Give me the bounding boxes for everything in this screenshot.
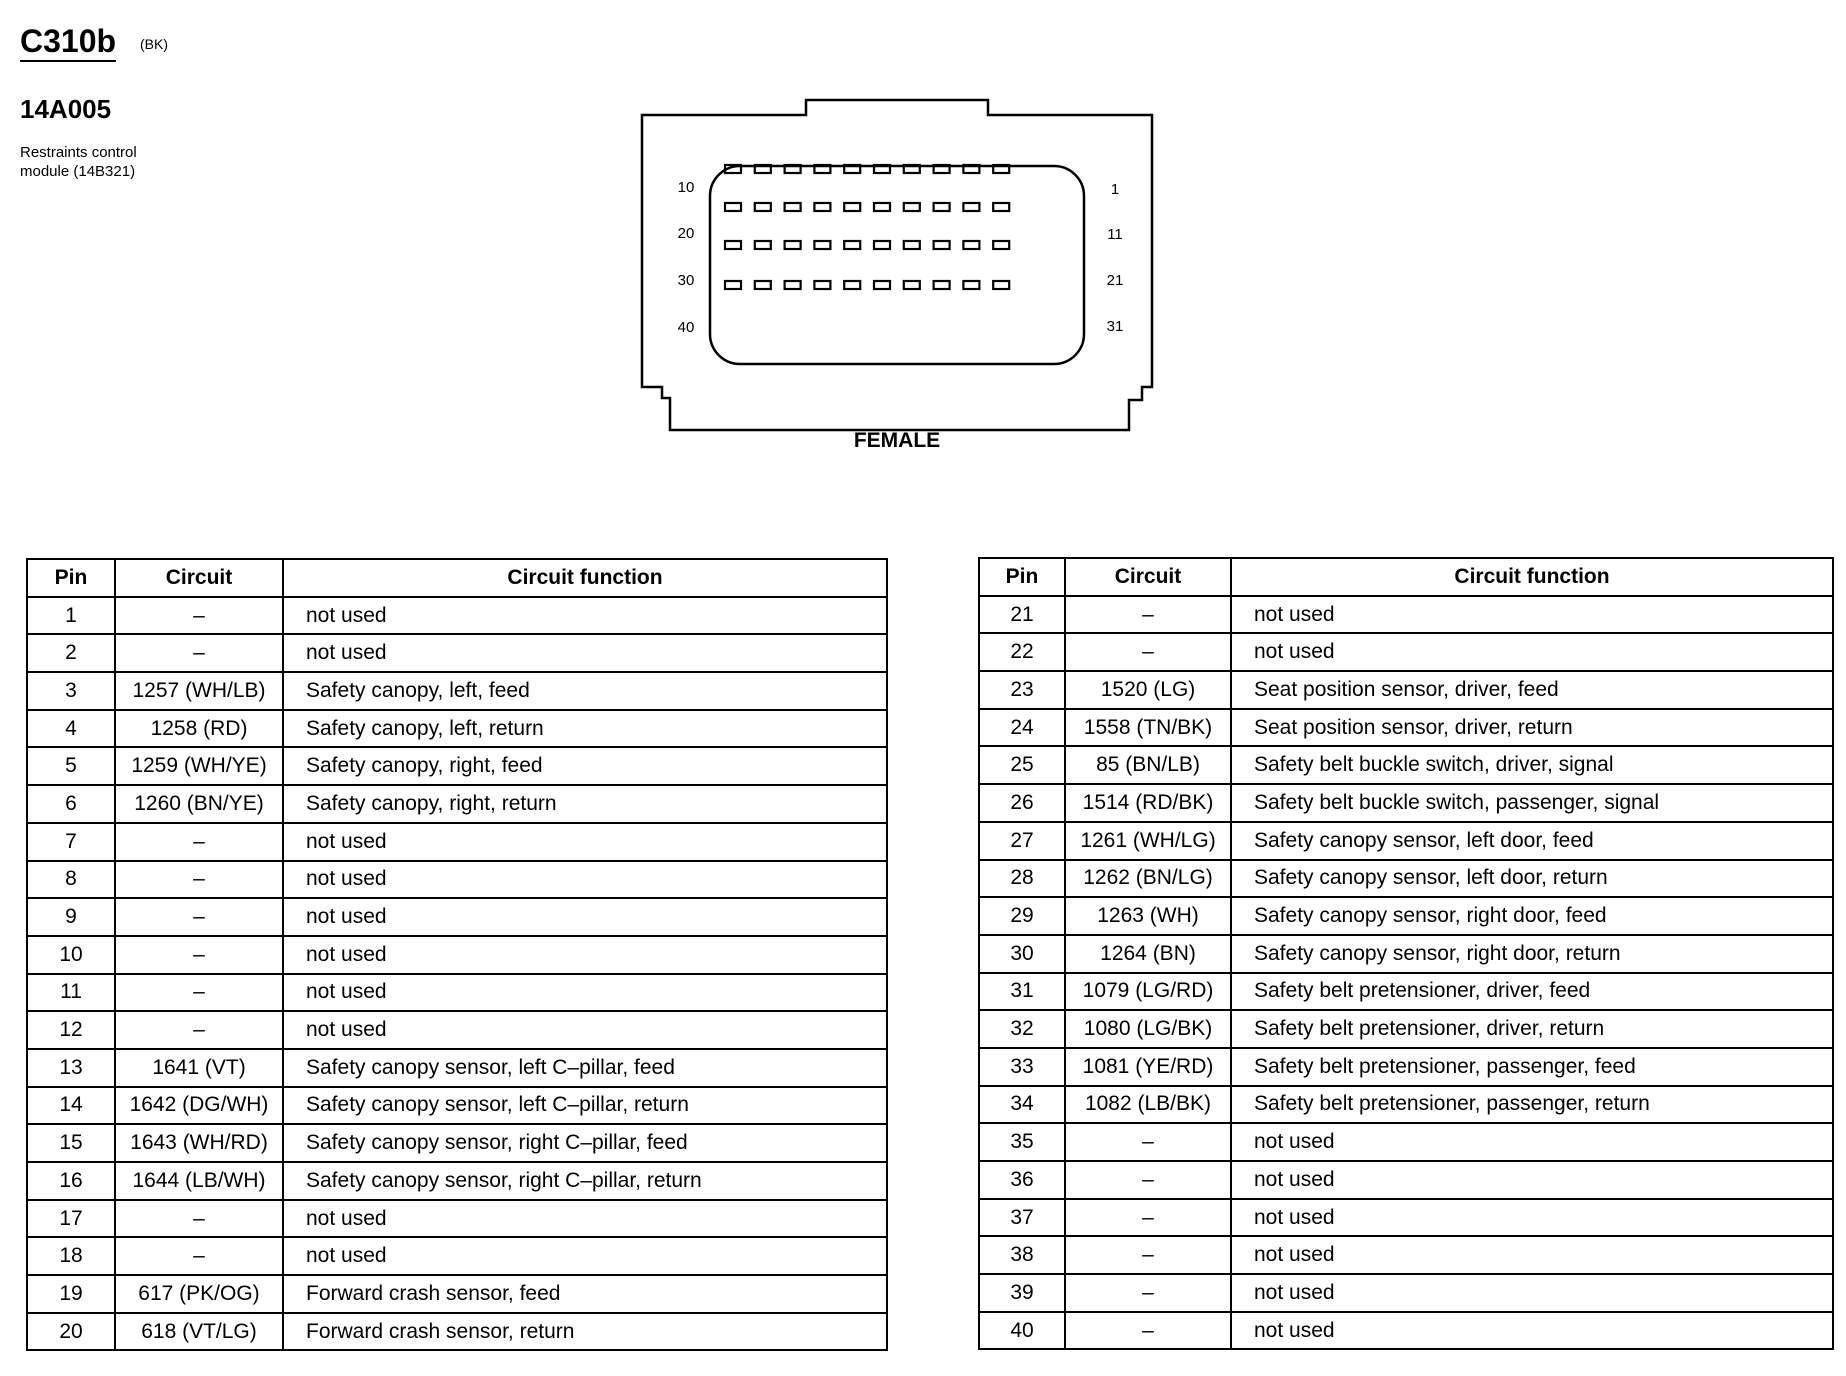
circuit-cell: 1257 (WH/LB): [115, 672, 283, 710]
circuit-function-cell: not used: [283, 861, 887, 899]
circuit-cell: –: [1065, 1123, 1231, 1161]
circuit-function-cell: not used: [283, 936, 887, 974]
header-circuit-function: Circuit function: [283, 559, 887, 597]
table-row: [27, 1124, 887, 1162]
pin-cavity: [993, 281, 1009, 289]
circuit-function-cell: not used: [283, 1200, 887, 1238]
pin-cavity: [844, 281, 860, 289]
row-label-right-3: 21: [1106, 272, 1124, 289]
circuit-function-cell: not used: [1231, 1274, 1833, 1312]
pin-cell: 2: [27, 634, 115, 672]
connector-face-diagram: [630, 90, 1190, 470]
header-pin: Pin: [979, 558, 1065, 596]
circuit-cell: 1641 (VT): [115, 1049, 283, 1087]
pin-cell: 6: [27, 785, 115, 823]
pin-cell: 30: [979, 935, 1065, 973]
header-circuit: Circuit: [1065, 558, 1231, 596]
row-label-right-4: 31: [1106, 318, 1124, 335]
circuit-function-cell: not used: [283, 634, 887, 672]
connector-color-code: (BK): [140, 36, 168, 52]
table-row: [979, 1123, 1833, 1161]
pin-cell: 19: [27, 1275, 115, 1313]
row-label-left-2: 20: [677, 225, 695, 242]
circuit-function-cell: not used: [283, 898, 887, 936]
pin-cavity: [963, 281, 979, 289]
circuit-function-cell: not used: [283, 597, 887, 635]
pin-cell: 13: [27, 1049, 115, 1087]
circuit-function-cell: Safety canopy sensor, left C–pillar, return: [283, 1087, 887, 1125]
pin-cavity: [874, 241, 890, 249]
circuit-function-cell: not used: [1231, 1199, 1833, 1237]
pin-cell: 15: [27, 1124, 115, 1162]
connector-pin-grid: [725, 165, 1009, 289]
pin-cell: 4: [27, 710, 115, 748]
table-row: [27, 634, 887, 672]
pin-cavity: [993, 241, 1009, 249]
table-row: [27, 1162, 887, 1200]
table-row: [979, 822, 1833, 860]
pin-cavity: [814, 241, 830, 249]
pin-table-right: [978, 557, 1834, 1350]
table-row: [979, 1086, 1833, 1124]
pin-cell: 26: [979, 784, 1065, 822]
table-row: [27, 1200, 887, 1238]
part-number: 14A005: [20, 94, 112, 124]
pin-cell: 1: [27, 597, 115, 635]
circuit-cell: –: [115, 1200, 283, 1238]
pin-cavity: [934, 281, 950, 289]
circuit-function-cell: Forward crash sensor, return: [283, 1313, 887, 1351]
pin-cell: 20: [27, 1313, 115, 1351]
circuit-cell: –: [1065, 1199, 1231, 1237]
circuit-function-cell: Safety canopy sensor, right C–pillar, return: [283, 1162, 887, 1200]
circuit-cell: –: [115, 936, 283, 974]
circuit-function-cell: not used: [1231, 633, 1833, 671]
pin-cavity: [844, 241, 860, 249]
circuit-cell: –: [115, 823, 283, 861]
circuit-cell: –: [115, 974, 283, 1012]
circuit-cell: 618 (VT/LG): [115, 1313, 283, 1351]
pin-cavity: [993, 203, 1009, 211]
circuit-cell: –: [115, 898, 283, 936]
circuit-function-cell: Seat position sensor, driver, return: [1231, 709, 1833, 747]
circuit-cell: –: [115, 1237, 283, 1275]
circuit-cell: 85 (BN/LB): [1065, 746, 1231, 784]
pin-cell: 9: [27, 898, 115, 936]
circuit-function-cell: not used: [283, 1011, 887, 1049]
table-row: [979, 935, 1833, 973]
pin-cell: 29: [979, 897, 1065, 935]
pin-cell: 31: [979, 973, 1065, 1011]
row-label-left-4: 40: [677, 319, 695, 336]
circuit-cell: –: [115, 634, 283, 672]
pin-cavity: [755, 281, 771, 289]
table-row: [27, 747, 887, 785]
table-row: [979, 1010, 1833, 1048]
pin-cavity: [755, 203, 771, 211]
table-row: [27, 1049, 887, 1087]
header-pin: Pin: [27, 559, 115, 597]
pin-cavity: [934, 203, 950, 211]
table-row: [27, 1275, 887, 1313]
module-description-line1: Restraints control: [20, 144, 137, 161]
row-label-right-2: 11: [1107, 226, 1123, 243]
pin-cavity: [725, 203, 741, 211]
circuit-cell: 1260 (BN/YE): [115, 785, 283, 823]
circuit-cell: –: [1065, 596, 1231, 634]
pin-cavity: [963, 203, 979, 211]
pin-cell: 39: [979, 1274, 1065, 1312]
circuit-cell: 1079 (LG/RD): [1065, 973, 1231, 1011]
circuit-cell: –: [115, 1011, 283, 1049]
table-row: [979, 784, 1833, 822]
circuit-cell: 1080 (LG/BK): [1065, 1010, 1231, 1048]
pin-cell: 23: [979, 671, 1065, 709]
pin-cell: 38: [979, 1236, 1065, 1274]
pin-cell: 7: [27, 823, 115, 861]
circuit-function-cell: Safety belt pretensioner, driver, feed: [1231, 973, 1833, 1011]
pin-cell: 16: [27, 1162, 115, 1200]
circuit-function-cell: Safety canopy sensor, right C–pillar, feed: [283, 1124, 887, 1162]
circuit-function-cell: not used: [1231, 1123, 1833, 1161]
circuit-function-cell: Safety belt pretensioner, passenger, feed: [1231, 1048, 1833, 1086]
circuit-cell: –: [1065, 1312, 1231, 1350]
table-row: [27, 936, 887, 974]
circuit-cell: 617 (PK/OG): [115, 1275, 283, 1313]
table-row: [27, 861, 887, 899]
pin-cell: 36: [979, 1161, 1065, 1199]
circuit-function-cell: Safety canopy sensor, right door, feed: [1231, 897, 1833, 935]
gender-label: FEMALE: [853, 429, 941, 452]
circuit-function-cell: Safety belt buckle switch, driver, signal: [1231, 746, 1833, 784]
pin-cell: 14: [27, 1087, 115, 1125]
table-row: [27, 1313, 887, 1351]
circuit-cell: –: [115, 861, 283, 899]
table-row: [979, 973, 1833, 1011]
circuit-cell: –: [1065, 1236, 1231, 1274]
pin-cavity: [904, 281, 920, 289]
circuit-function-cell: Safety canopy, left, return: [283, 710, 887, 748]
circuit-function-cell: Safety canopy, right, feed: [283, 747, 887, 785]
table-row: [979, 596, 1833, 634]
pin-cavity: [755, 241, 771, 249]
table-row: [27, 785, 887, 823]
pin-cavity: [963, 241, 979, 249]
table-row: [979, 709, 1833, 747]
circuit-cell: 1261 (WH/LG): [1065, 822, 1231, 860]
circuit-function-cell: Safety belt buckle switch, passenger, signal: [1231, 784, 1833, 822]
circuit-function-cell: not used: [283, 1237, 887, 1275]
circuit-cell: 1262 (BN/LG): [1065, 860, 1231, 898]
table-row: [979, 1161, 1833, 1199]
circuit-function-cell: not used: [283, 974, 887, 1012]
table-row: [27, 974, 887, 1012]
module-description: [20, 143, 200, 181]
table-row: [979, 671, 1833, 709]
header-circuit: Circuit: [115, 559, 283, 597]
connector-housing-outline: [642, 100, 1152, 430]
pin-cavity: [874, 203, 890, 211]
circuit-function-cell: Safety canopy sensor, left door, return: [1231, 860, 1833, 898]
row-label-right-1: 1: [1110, 181, 1120, 198]
table-row: [27, 823, 887, 861]
pin-cavity: [725, 241, 741, 249]
row-labels-right: [1107, 181, 1124, 335]
pin-cell: 5: [27, 747, 115, 785]
pin-cell: 10: [27, 936, 115, 974]
table-row: [27, 710, 887, 748]
table-header-row: [979, 558, 1833, 596]
pin-cell: 22: [979, 633, 1065, 671]
circuit-function-cell: Safety canopy, left, feed: [283, 672, 887, 710]
table-row: [27, 1087, 887, 1125]
pin-cell: 28: [979, 860, 1065, 898]
pin-cell: 40: [979, 1312, 1065, 1350]
circuit-function-cell: Safety canopy sensor, left door, feed: [1231, 822, 1833, 860]
circuit-cell: 1644 (LB/WH): [115, 1162, 283, 1200]
table-row: [979, 860, 1833, 898]
pin-cell: 3: [27, 672, 115, 710]
table-row: [979, 1274, 1833, 1312]
table-row: [979, 1048, 1833, 1086]
row-label-left-3: 30: [677, 272, 695, 289]
circuit-function-cell: not used: [1231, 596, 1833, 634]
pin-cell: 27: [979, 822, 1065, 860]
circuit-cell: 1259 (WH/YE): [115, 747, 283, 785]
circuit-function-cell: Seat position sensor, driver, feed: [1231, 671, 1833, 709]
pin-cell: 24: [979, 709, 1065, 747]
pin-cell: 35: [979, 1123, 1065, 1161]
circuit-cell: 1514 (RD/BK): [1065, 784, 1231, 822]
circuit-function-cell: Safety belt pretensioner, passenger, return: [1231, 1086, 1833, 1124]
pin-cavity: [814, 281, 830, 289]
circuit-cell: 1258 (RD): [115, 710, 283, 748]
table-row: [27, 1237, 887, 1275]
pin-cell: 37: [979, 1199, 1065, 1237]
circuit-cell: –: [1065, 1161, 1231, 1199]
circuit-function-cell: Safety canopy sensor, left C–pillar, feed: [283, 1049, 887, 1087]
table-row: [979, 897, 1833, 935]
pin-cavity: [904, 241, 920, 249]
pin-cavity: [785, 281, 801, 289]
pin-cell: 33: [979, 1048, 1065, 1086]
table-row: [27, 1011, 887, 1049]
circuit-cell: 1558 (TN/BK): [1065, 709, 1231, 747]
table-row: [27, 597, 887, 635]
circuit-function-cell: not used: [1231, 1236, 1833, 1274]
circuit-cell: –: [115, 597, 283, 635]
pin-cavity: [844, 203, 860, 211]
circuit-cell: 1082 (LB/BK): [1065, 1086, 1231, 1124]
table-row: [27, 898, 887, 936]
circuit-cell: –: [1065, 1274, 1231, 1312]
circuit-cell: –: [1065, 633, 1231, 671]
pin-cavity: [725, 281, 741, 289]
pin-cavity: [785, 203, 801, 211]
table-row: [979, 746, 1833, 784]
table-header-row: [27, 559, 887, 597]
pin-cell: 21: [979, 596, 1065, 634]
circuit-function-cell: not used: [1231, 1312, 1833, 1350]
row-labels-left: [678, 179, 695, 336]
pin-cell: 17: [27, 1200, 115, 1238]
circuit-cell: 1642 (DG/WH): [115, 1087, 283, 1125]
header-circuit-function: Circuit function: [1231, 558, 1833, 596]
pin-cell: 8: [27, 861, 115, 899]
circuit-function-cell: not used: [283, 823, 887, 861]
circuit-function-cell: Safety canopy sensor, right door, return: [1231, 935, 1833, 973]
pin-table-left: [26, 558, 888, 1351]
pin-cell: 34: [979, 1086, 1065, 1124]
pin-cavity: [904, 203, 920, 211]
circuit-function-cell: not used: [1231, 1161, 1833, 1199]
pin-cell: 18: [27, 1237, 115, 1275]
connector-pin-cavity-outline: [710, 166, 1084, 364]
circuit-function-cell: Forward crash sensor, feed: [283, 1275, 887, 1313]
pin-cell: 12: [27, 1011, 115, 1049]
circuit-function-cell: Safety belt pretensioner, driver, return: [1231, 1010, 1833, 1048]
module-description-line2: module (14B321): [20, 163, 136, 180]
circuit-cell: 1263 (WH): [1065, 897, 1231, 935]
table-row: [979, 1312, 1833, 1350]
pin-cavity: [934, 241, 950, 249]
pin-cell: 25: [979, 746, 1065, 784]
circuit-cell: 1643 (WH/RD): [115, 1124, 283, 1162]
connector-id: C310b: [20, 24, 116, 62]
circuit-cell: 1520 (LG): [1065, 671, 1231, 709]
table-row: [979, 1236, 1833, 1274]
pin-cavity: [814, 203, 830, 211]
circuit-cell: 1264 (BN): [1065, 935, 1231, 973]
pin-cavity: [874, 281, 890, 289]
row-label-left-1: 10: [677, 179, 695, 196]
table-row: [979, 633, 1833, 671]
pin-cell: 32: [979, 1010, 1065, 1048]
circuit-cell: 1081 (YE/RD): [1065, 1048, 1231, 1086]
pin-cell: 11: [27, 974, 115, 1012]
pin-cavity: [785, 241, 801, 249]
table-row: [27, 672, 887, 710]
circuit-function-cell: Safety canopy, right, return: [283, 785, 887, 823]
table-row: [979, 1199, 1833, 1237]
